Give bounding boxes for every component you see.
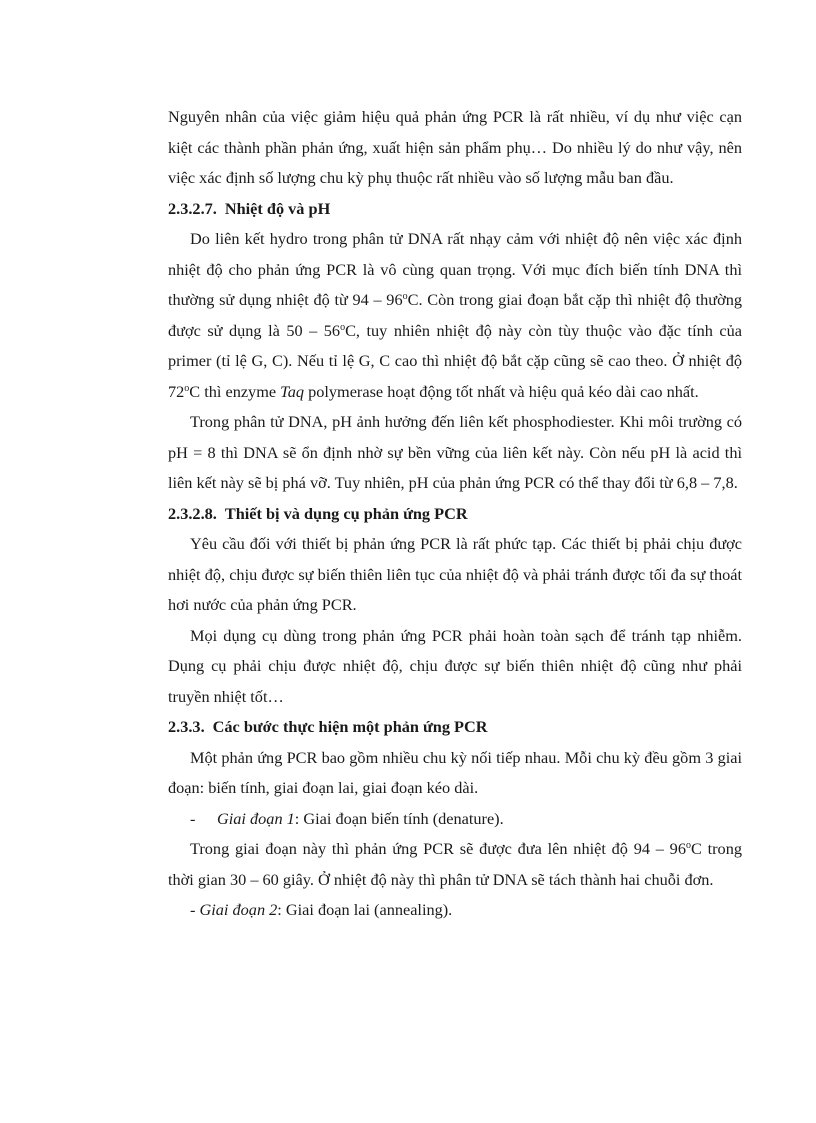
paragraph-equipment: Yêu cầu đối với thiết bị phản ứng PCR là rất phức tạp. Các thiết bị phải chịu được nhiệt độ, chịu được sự biến thiên liên tục của nhiệt độ và phải tránh được tối đa sự thoát hơi nước của phản ứng PCR. — [168, 534, 742, 614]
text-span: Do liên kết hydro trong phân tử DNA rất nhạy cảm với nhiệt độ nên việc xác định nhiệt độ cho phản ứng PCR là vô cùng quan trọng. Với mục đích biến tính DNA thì thường sử dụng nhiệt độ từ 94 – 96 — [168, 229, 742, 309]
paragraph-temperature — [168, 224, 742, 407]
text-span: Trong giai đoạn này thì phản ứng PCR sẽ được đưa lên nhiệt độ 94 – 96 — [190, 839, 686, 858]
step-text: : Giai đoạn lai (annealing). — [277, 900, 453, 919]
heading-temperature-ph — [168, 194, 742, 225]
degree-sup: o — [184, 382, 190, 394]
degree-sup: o — [685, 840, 691, 851]
text-span: C, tuy nhiên nhiệt độ này còn tùy thuộc vào đặc tính của primer (tỉ lệ G, C). Nếu tỉ lệ G, C cao thì nhiệt độ bắt cặp cũng sẽ cao theo. Ở nhiệt độ 72 — [168, 320, 742, 401]
text-span: C trong thời gian 30 – 60 giây. Ở nhiệt độ này thì phân tử DNA sẽ tách thành hai chuỗi đơn. — [168, 839, 742, 889]
document-page — [168, 102, 742, 926]
heading-title: Thiết bị và dụng cụ phản ứng PCR — [224, 503, 468, 523]
degree-sup: o — [340, 321, 346, 333]
paragraph-tools: Mọi dụng cụ dùng trong phản ứng PCR phải hoàn toàn sạch để tránh tạp nhiễm. Dụng cụ phải chịu được nhiệt độ, chịu được sự biến thiên nhiệt độ cũng như phải truyền nhiệt tốt… — [168, 625, 742, 706]
step-text: : Giai đoạn biến tính (denature). — [294, 808, 504, 828]
text-span: polymerase hoạt động tốt nhất và hiệu quả kéo dài cao nhất. — [304, 381, 699, 401]
heading-pcr-steps — [168, 712, 742, 743]
paragraph-cycles: Một phản ứng PCR bao gồm nhiều chu kỳ nối tiếp nhau. Mỗi chu kỳ đều gồm 3 giai đoạn: biến tính, giai đoạn lai, giai đoạn kéo dài. — [168, 747, 742, 797]
heading-number: 2.3.2.7. — [168, 198, 217, 218]
step-label: Giai đoạn 2 — [199, 900, 278, 919]
heading-title: Các bước thực hiện một phản ứng PCR — [212, 717, 488, 736]
heading-number: 2.3.3. — [168, 717, 205, 736]
paragraph-pcr-efficiency: Nguyên nhân của việc giảm hiệu quả phản ứng PCR là rất nhiều, ví dụ như việc cạn kiệt các thành phần phản ứng, xuất hiện sản phẩm phụ… Do nhiều lý do như vậy, nên việc xác định số lượng chu kỳ phụ thuộc rất nhiều vào số lượng mẫu ban đầu. — [168, 107, 742, 187]
step-label: Giai đoạn 1 — [217, 808, 295, 828]
paragraph-denature — [168, 834, 742, 895]
bullet-dash: - — [190, 900, 200, 919]
heading-number: 2.3.2.8. — [168, 503, 217, 523]
heading-equipment — [168, 499, 742, 530]
list-item-step-1 — [168, 804, 742, 835]
taq-italic: Taq — [280, 381, 305, 401]
list-item-step-2 — [168, 895, 742, 926]
text-span: C thì enzyme — [189, 381, 281, 401]
paragraph-ph: Trong phân tử DNA, pH ảnh hưởng đến liên kết phosphodiester. Khi môi trường có pH = 8 thì DNA sẽ ổn định nhờ sự bền vững của liên kết này. Còn nếu pH là acid thì liên kết này sẽ bị phá vỡ. Tuy nhiên, pH của phản ứng PCR có thể thay đổi từ 6,8 – 7,8. — [168, 412, 742, 492]
text-span: C. Còn trong giai đoạn bắt cặp thì nhiệt độ thường được sử dụng là 50 – 56 — [168, 290, 742, 340]
degree-sup: o — [402, 291, 408, 302]
heading-title: Nhiệt độ và pH — [224, 198, 331, 218]
bullet-dash: - — [190, 808, 196, 828]
